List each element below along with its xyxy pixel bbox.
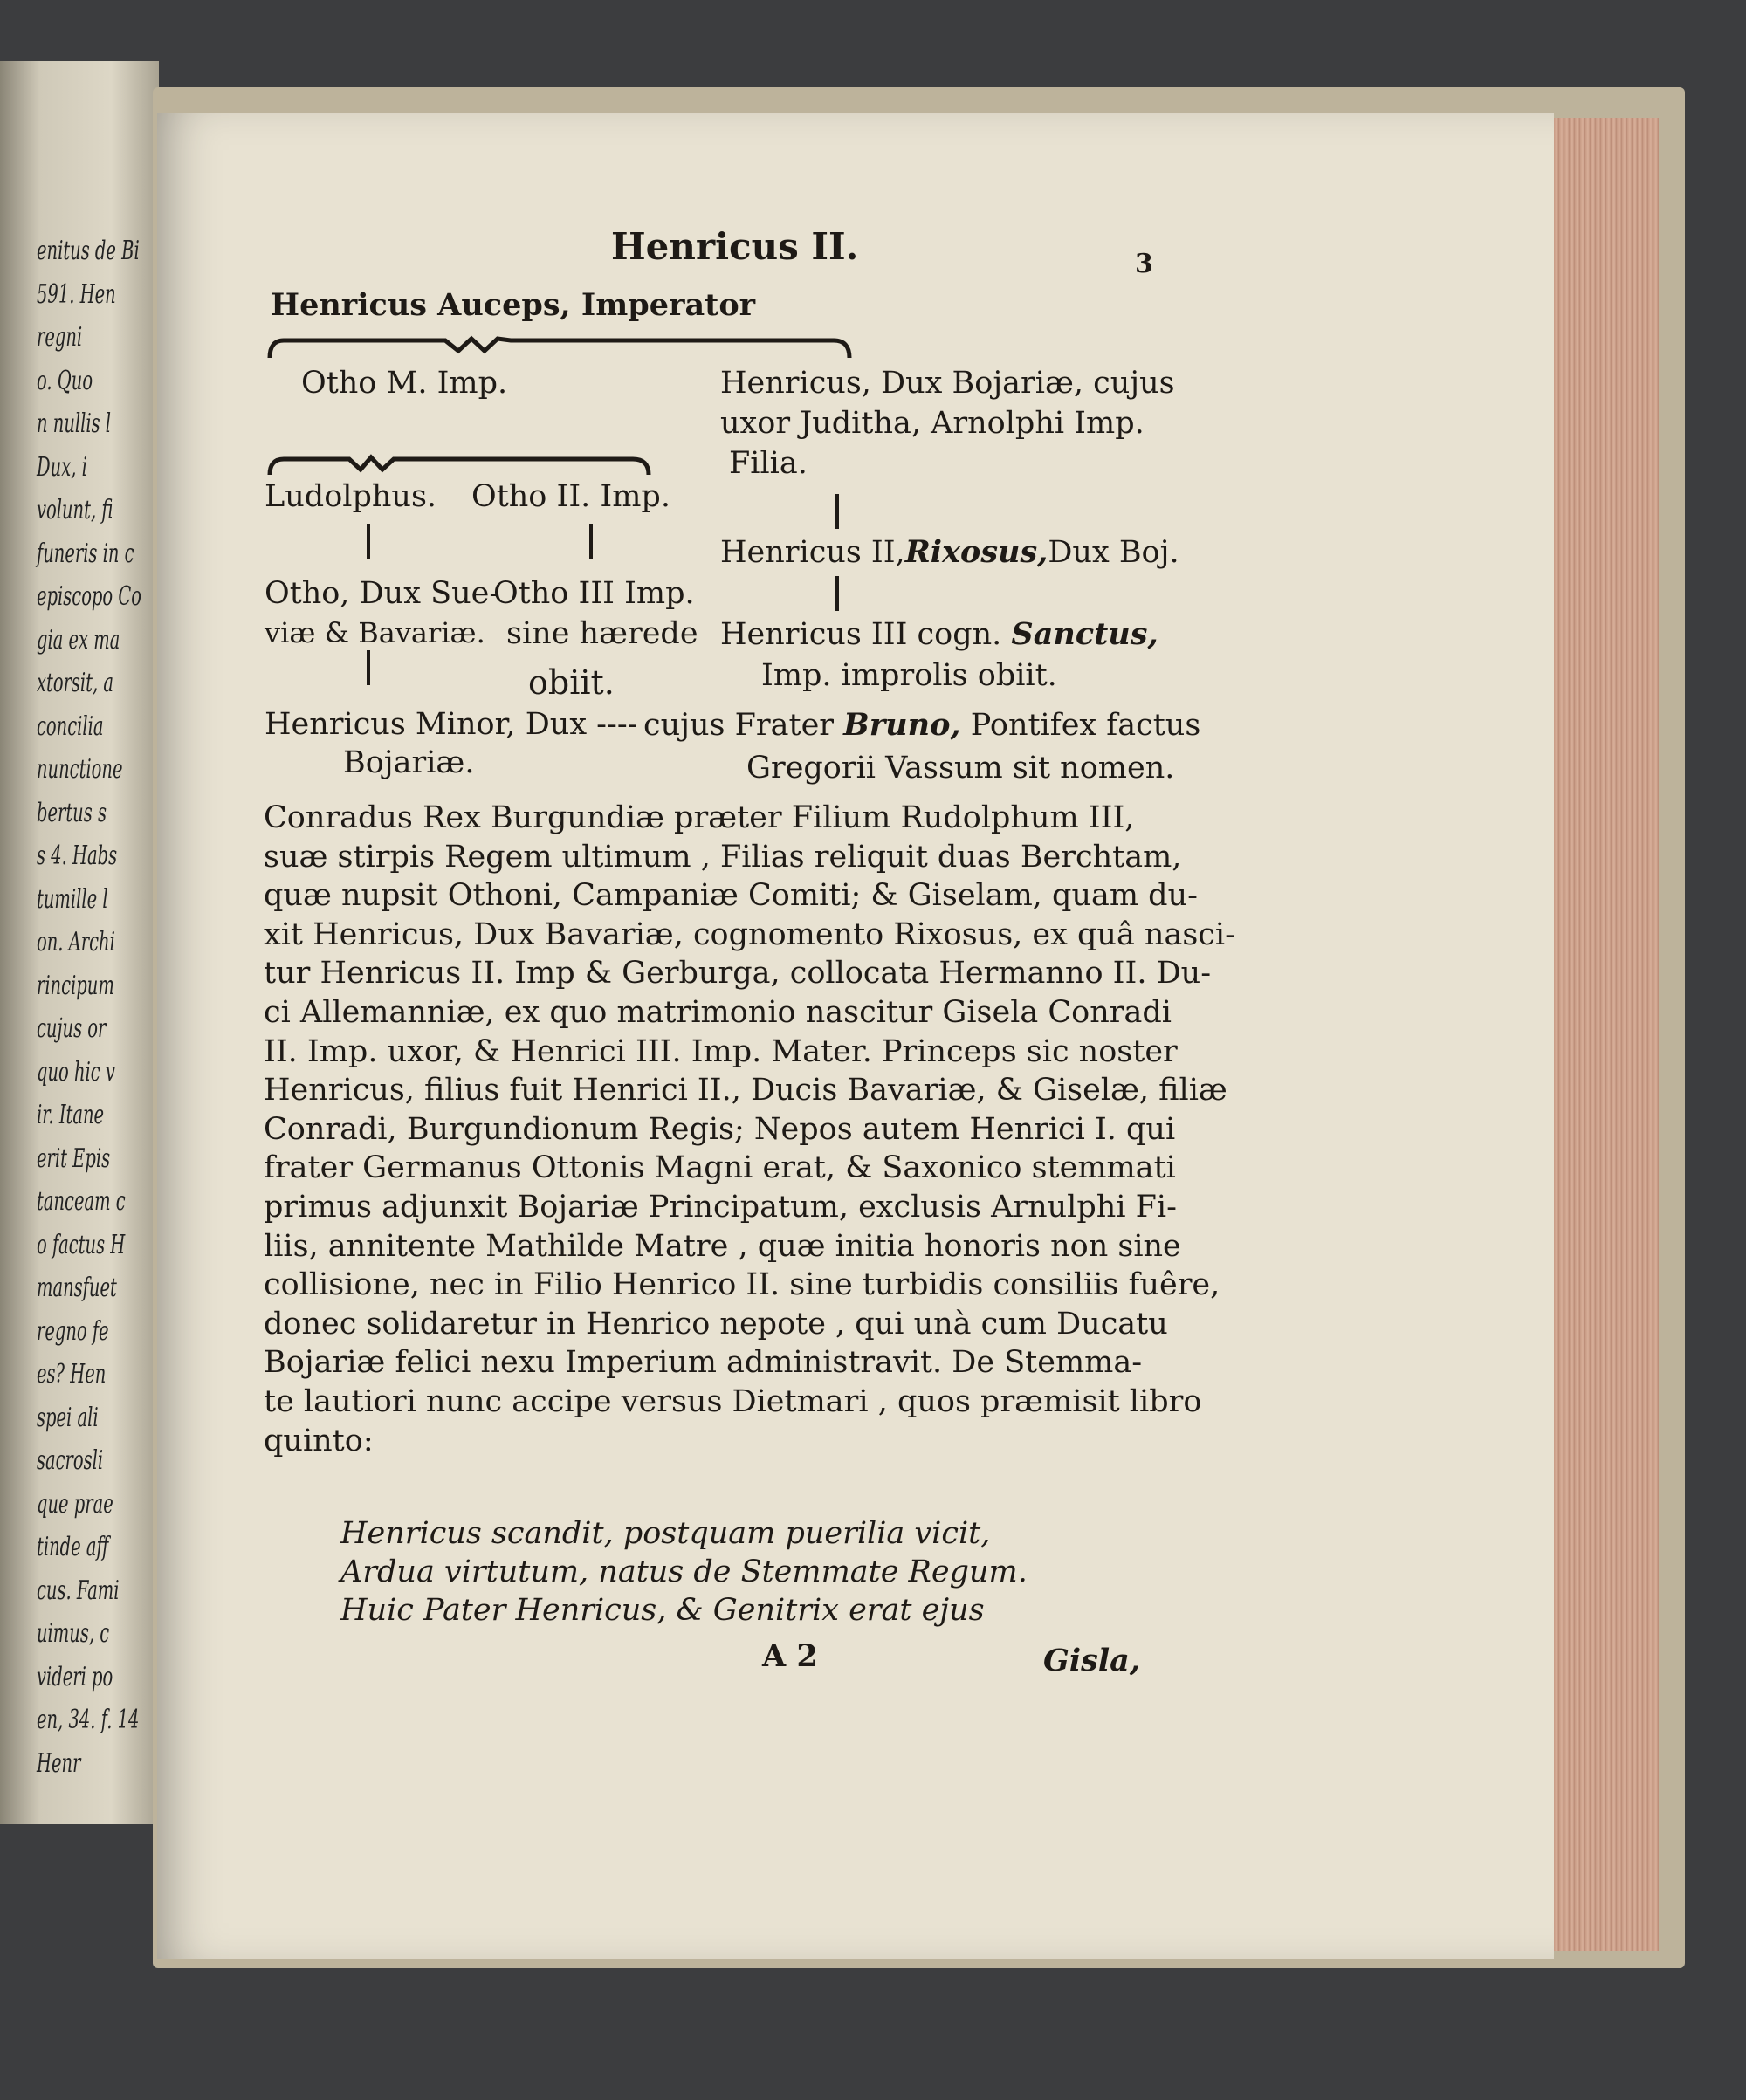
paragraph-line: liis, annitente Mathilde Matre , quæ initia honoris non sine	[264, 1228, 1181, 1264]
left-page-line: o. Quo	[37, 365, 93, 396]
paragraph-line: te lautiori nunc accipe versus Dietmari , quos præmisit libro	[264, 1383, 1202, 1419]
page-edges	[1554, 118, 1659, 1951]
henricus-iii-line1	[720, 616, 1158, 652]
left-page-line: o factus H	[37, 1229, 126, 1260]
left-page-line: cujus or	[37, 1013, 107, 1044]
frater-bruno-line2: Gregorii Vassum sit nomen.	[746, 751, 1175, 786]
left-page-line: nunctione	[37, 754, 123, 785]
ludolphus: Ludolphus.	[265, 479, 437, 514]
paragraph-line: Conradus Rex Burgundiæ præter Filium Rudolphum III,	[264, 800, 1135, 835]
left-page-line: n nullis l	[37, 408, 112, 439]
paragraph-line: frater Germanus Ottonis Magni erat, & Saxonico stemmati	[264, 1150, 1176, 1186]
henricus-dux-line3: Filia.	[729, 446, 808, 481]
left-page-fragment	[0, 61, 159, 1824]
paragraph-line: ci Allemanniæ, ex quo matrimonio nascitur Gisela Conradi	[264, 994, 1172, 1030]
henricus-iii-line2: Imp. improlis obiit.	[761, 658, 1057, 693]
signature-mark: A 2	[762, 1638, 818, 1674]
paragraph-line: tur Henricus II. Imp & Gerburga, collocata Hermanno II. Du-	[264, 956, 1212, 992]
left-page-line: on. Archi	[37, 927, 115, 957]
otho-iii-line2: sine hærede	[506, 616, 698, 651]
henricus-ii-rixosus	[720, 534, 1179, 570]
henricus-minor-line2: Bojariæ.	[343, 745, 475, 780]
genealogy-root: Henricus Auceps, Imperator	[271, 287, 756, 323]
paragraph-line: donec solidaretur in Henrico nepote , qui unà cum Ducatu	[264, 1306, 1168, 1342]
left-page-line: erit Epis	[37, 1143, 111, 1174]
body-paragraph	[264, 799, 1235, 1460]
otho-iii-line3: obiit.	[528, 663, 615, 702]
henricus-dux-line2: uxor Juditha, Arnolphi Imp.	[720, 406, 1145, 441]
verse-line: Huic Pater Henricus, & Genitrix erat ejus	[340, 1593, 985, 1628]
left-page-line: 591. Hen	[37, 278, 116, 310]
left-page-line: videri po	[37, 1661, 113, 1692]
left-page-line: tumille l	[37, 883, 108, 915]
paragraph-line: Bojariæ felici nexu Imperium administravit. De Stemma-	[264, 1345, 1143, 1381]
paragraph-line: quæ nupsit Othoni, Campaniæ Comiti; & Giselam, quam du-	[264, 878, 1198, 914]
frater-suffix: Pontifex factus	[970, 708, 1201, 743]
descent-line-ludolphus	[367, 524, 370, 559]
left-page-line: concilia	[37, 710, 104, 742]
paragraph-line: suæ stirpis Regem ultimum , Filias reliquit duas Berchtam,	[264, 839, 1182, 875]
left-page-line: mansfuet	[37, 1273, 117, 1303]
left-page-line: episcopo Co	[37, 581, 142, 612]
paragraph-line: collisione, nec in Filio Henrico II. sine turbidis consiliis fuêre,	[264, 1267, 1220, 1303]
left-page-line: que prae	[37, 1488, 113, 1520]
descent-line-henricus	[835, 494, 839, 529]
left-page-line: quo hic v	[37, 1056, 115, 1088]
running-title: Henricus II.	[611, 225, 859, 268]
left-page-line: gia ex ma	[37, 624, 120, 655]
otho-iii-line1: Otho III Imp.	[493, 576, 695, 611]
frater-prefix: cujus Frater	[643, 708, 835, 743]
descent-line-otho-dux	[367, 650, 370, 685]
otho-magnus: Otho M. Imp.	[301, 366, 508, 401]
left-page-line: cus. Fami	[37, 1575, 120, 1606]
henricus-iii-name: Henricus III cogn.	[720, 617, 1002, 652]
otho-dux-line2: viæ & Bavariæ.	[265, 616, 485, 649]
descent-line-henricus-ii	[835, 576, 839, 611]
page-number: 3	[1135, 249, 1153, 279]
left-page-line: funeris in c	[37, 538, 134, 569]
left-page-line: ir. Itane	[37, 1100, 105, 1130]
brace-top	[266, 333, 860, 361]
henricus-minor-line1: Henricus Minor, Dux ----	[265, 707, 638, 742]
left-page-line: Dux, i	[37, 451, 87, 483]
left-page-line: xtorsit, a	[37, 668, 114, 698]
left-page-line: s 4. Habs	[37, 841, 118, 871]
paragraph-line: II. Imp. uxor, & Henrici III. Imp. Mater. Princeps sic noster	[264, 1033, 1178, 1069]
frater-name: Bruno,	[843, 707, 961, 743]
paragraph-line: primus adjunxit Bojariæ Principatum, exclusis Arnulphi Fi-	[264, 1189, 1177, 1225]
paragraph-line: Henricus, filius fuit Henrici II., Ducis Bavariæ, & Giselæ, filiæ	[264, 1073, 1227, 1108]
henricus-ii-name: Henricus II,	[720, 535, 905, 570]
left-page-line: sacrosli	[37, 1445, 104, 1476]
left-page-line: regno fe	[37, 1315, 109, 1347]
left-page-line: tinde aff	[37, 1532, 109, 1562]
left-page-line: Henr	[37, 1747, 81, 1779]
left-page-line: spei ali	[37, 1402, 99, 1433]
otho-ii: Otho II. Imp.	[471, 479, 670, 514]
paragraph-line: xit Henricus, Dux Bavariæ, cognomento Rixosus, ex quâ nasci-	[264, 916, 1235, 952]
frater-bruno-line1	[643, 707, 1201, 743]
verse-line: Henricus scandit, postquam puerilia vicit,	[340, 1516, 991, 1551]
paragraph-line: Conradi, Burgundionum Regis; Nepos autem Henrici I. qui	[264, 1111, 1176, 1147]
henricus-ii-epithet: Rixosus,	[904, 534, 1048, 570]
paragraph-line: quinto:	[264, 1423, 374, 1458]
verse-line: Ardua virtutum, natus de Stemmate Regum.	[340, 1554, 1028, 1589]
left-page-line: en, 34. f. 14	[37, 1705, 140, 1735]
descent-line-otho-ii	[589, 524, 593, 559]
left-page-line: uimus, c	[37, 1618, 110, 1649]
left-page-line: tanceam c	[37, 1186, 126, 1217]
left-page-line: es? Hen	[37, 1359, 107, 1390]
catchword: Gisla,	[1043, 1643, 1141, 1678]
left-page-line: bertus s	[37, 797, 107, 828]
verse-block	[340, 1514, 1028, 1630]
left-page-line: volunt, fi	[37, 495, 113, 525]
henricus-dux-line1: Henricus, Dux Bojariæ, cujus	[720, 366, 1175, 401]
left-page-line: enitus de Bi	[37, 236, 140, 266]
brace-ludolphus	[266, 452, 659, 478]
left-page-line: regni	[37, 322, 83, 353]
left-page-line: rincipum	[37, 970, 114, 1001]
henricus-iii-epithet: Sanctus,	[1011, 616, 1158, 652]
henricus-ii-title: Dux Boj.	[1048, 535, 1179, 570]
otho-dux-line1: Otho, Dux Sue-	[265, 576, 500, 611]
